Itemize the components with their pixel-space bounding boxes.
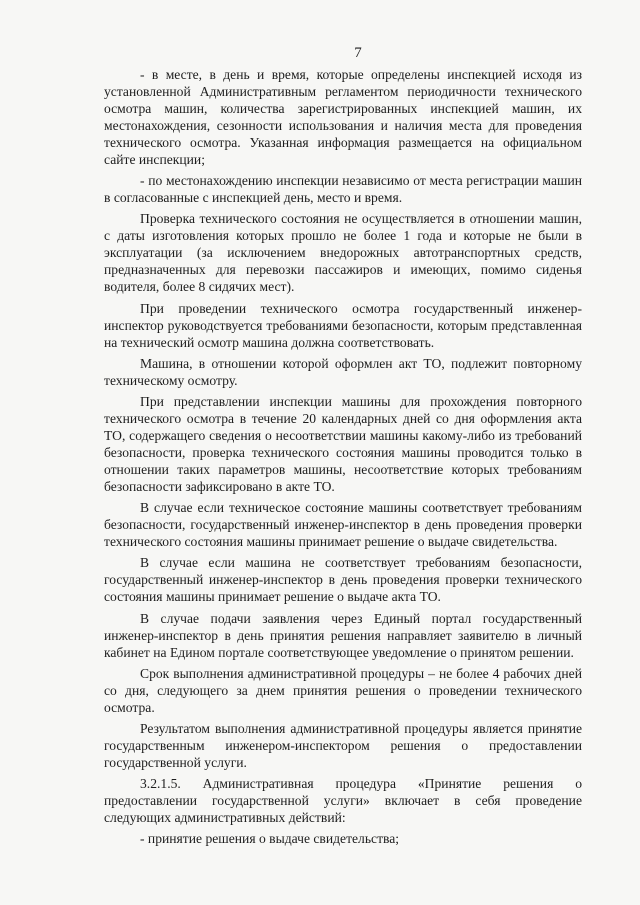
paragraph-act-decision: В случае если машина не соответствует требованиям безопасности, государственный инженер-инспектор в день проведения проверки технического состояния машины принимает решение о выдаче акта ТО. xyxy=(104,555,582,605)
paragraph-result: Результатом выполнения административной процедуры является принятие государственным инженером-инспектором решения о предоставлении государственной услуги. xyxy=(104,720,582,770)
paragraph-portal-notice: В случае подачи заявления через Единый портал государственный инженер-инспектор в день принятия решения направляет заявителю в личный кабинет на Едином портале соответствующее уведомление о принятом решении. xyxy=(104,610,582,660)
paragraph-deadline: Срок выполнения административной процедуры – не более 4 рабочих дней со дня, следующего за днем принятия решения о проведении технического осмотра. xyxy=(104,665,582,715)
page-number: 7 xyxy=(354,45,362,61)
paragraph-location: - по местонахождению инспекции независимо от места регистрации машин в согласованные с инспекцией день, место и время. xyxy=(104,173,582,206)
paragraph-no-check: Проверка технического состояния не осуществляется в отношении машин, с даты изготовления которых прошло не более 1 года и которые не были в эксплуатации (за исключением внедорожных автотранспортных средств, предназначенных для перевозки пассажиров и имеющих, помимо сиденья водителя, более 8 сидячих мест). xyxy=(104,211,582,295)
paragraph-place-time: - в месте, в день и время, которые определены инспекцией исходя из установленной Административным регламентом периодичности технического осмотра машин, количества зарегистрированных инспекцией машин, их местонахождения, сезонности использования и наличия места для проведения технического осмотра. Указанная информация размещается на официальном сайте инспекции; xyxy=(104,67,582,167)
paragraph-repeat-inspection: Машина, в отношении которой оформлен акт ТО, подлежит повторному техническому осмотру. xyxy=(104,355,582,388)
paragraph-section-3-2-1-5: 3.2.1.5. Административная процедура «Принятие решения о предоставлении государственной услуги» включает в себя проведение следующих административных действий: xyxy=(104,776,582,826)
paragraph-requirements: При проведении технического осмотра государственный инженер-инспектор руководствуется требованиями безопасности, которым представленная на технический осмотр машина должна соответствовать. xyxy=(104,300,582,350)
paragraph-repeat-conditions: При представлении инспекции машины для прохождения повторного технического осмотра в течение 20 календарных дней со дня оформления акта ТО, содержащего сведения о несоответствии машины какому-либо из требований безопасности, проверка технического состояния машины проводится только в отношении таких параметров машины, несоответствие которых требованиям безопасности зафиксировано в акте ТО. xyxy=(104,393,582,494)
paragraph-certificate-decision: В случае если техническое состояние машины соответствует требованиям безопасности, государственный инженер-инспектор в день проведения проверки технического состояния машины принимает решение о выдаче свидетельства. xyxy=(104,500,582,550)
paragraph-list-item: - принятие решения о выдаче свидетельства; xyxy=(140,831,400,847)
